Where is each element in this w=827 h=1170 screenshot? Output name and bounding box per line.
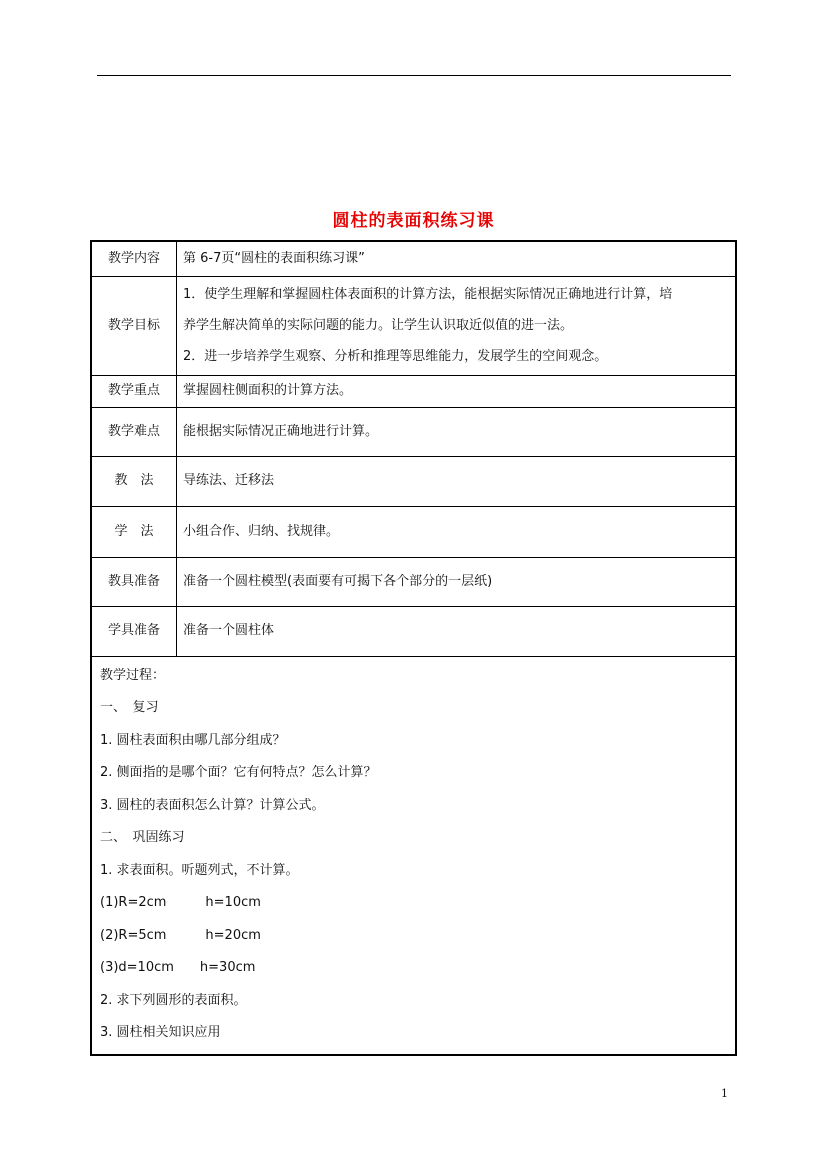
lesson-plan-table [90, 240, 737, 1056]
document-title: 圆柱的表面积练习课 [332, 211, 495, 231]
row-teacher-tools [91, 557, 736, 606]
process-line: 二、 巩固练习 [100, 830, 185, 845]
value-key-point: 掌握圆柱侧面积的计算方法。 [177, 375, 737, 407]
value-student-tools: 准备一个圆柱体 [177, 606, 737, 656]
row-content [91, 241, 736, 276]
process-line: 3. 圆柱的表面积怎么计算？计算公式。 [100, 797, 325, 813]
process-line: (2)R=5cm h=20cm [100, 927, 261, 943]
value-learning-method: 小组合作、归纳、找规律。 [177, 506, 737, 557]
label-learning-method: 学 法 [91, 506, 177, 557]
objective-line: 养学生解决简单的实际问题的能力。让学生认识取近似值的进一法。 [183, 318, 574, 333]
row-teaching-method [91, 456, 736, 506]
label-key-point: 教学重点 [91, 375, 177, 407]
row-learning-method [91, 506, 736, 557]
process-line: (3)d=10cm h=30cm [100, 960, 256, 975]
process-line: 1. 求表面积。听题列式，不计算。 [100, 862, 299, 878]
teaching-process [91, 656, 736, 1055]
value-objectives [177, 276, 737, 375]
objective-line: 1．使学生理解和掌握圆柱体表面积的计算方法，能根据实际情况正确地进行计算，培 [183, 287, 673, 302]
process-line: 2. 求下列圆形的表面积。 [100, 992, 247, 1008]
label-difficulty: 教学难点 [91, 407, 177, 456]
label-objectives: 教学目标 [91, 276, 177, 375]
row-key-point [91, 375, 736, 407]
process-heading: 教学过程： [100, 667, 166, 683]
process-line: 2. 侧面指的是哪个面？它有何特点？怎么计算？ [100, 765, 377, 780]
value-difficulty: 能根据实际情况正确地进行计算。 [177, 407, 737, 456]
process-line: 一、 复习 [100, 700, 159, 715]
value-teaching-method: 导练法、迁移法 [177, 456, 737, 506]
label-teaching-method: 教 法 [91, 456, 177, 506]
value-teacher-tools: 准备一个圆柱模型(表面要有可揭下各个部分的一层纸) [177, 557, 737, 606]
row-objectives [91, 276, 736, 375]
page-number: 1 [721, 1087, 728, 1100]
row-process [91, 656, 736, 1055]
header-rule [97, 75, 731, 76]
process-line: (1)R=2cm h=10cm [100, 895, 261, 910]
label-teacher-tools: 教具准备 [91, 557, 177, 606]
label-content: 教学内容 [91, 241, 177, 276]
process-line: 1. 圆柱表面积由哪几部分组成？ [100, 732, 286, 748]
value-content: 第 6-7页“圆柱的表面积练习课” [177, 241, 737, 276]
row-difficulty [91, 407, 736, 456]
process-line: 3. 圆柱相关知识应用 [100, 1025, 221, 1040]
row-student-tools [91, 606, 736, 656]
objective-line: 2．进一步培养学生观察、分析和推理等思维能力，发展学生的空间观念。 [183, 349, 608, 364]
label-student-tools: 学具准备 [91, 606, 177, 656]
